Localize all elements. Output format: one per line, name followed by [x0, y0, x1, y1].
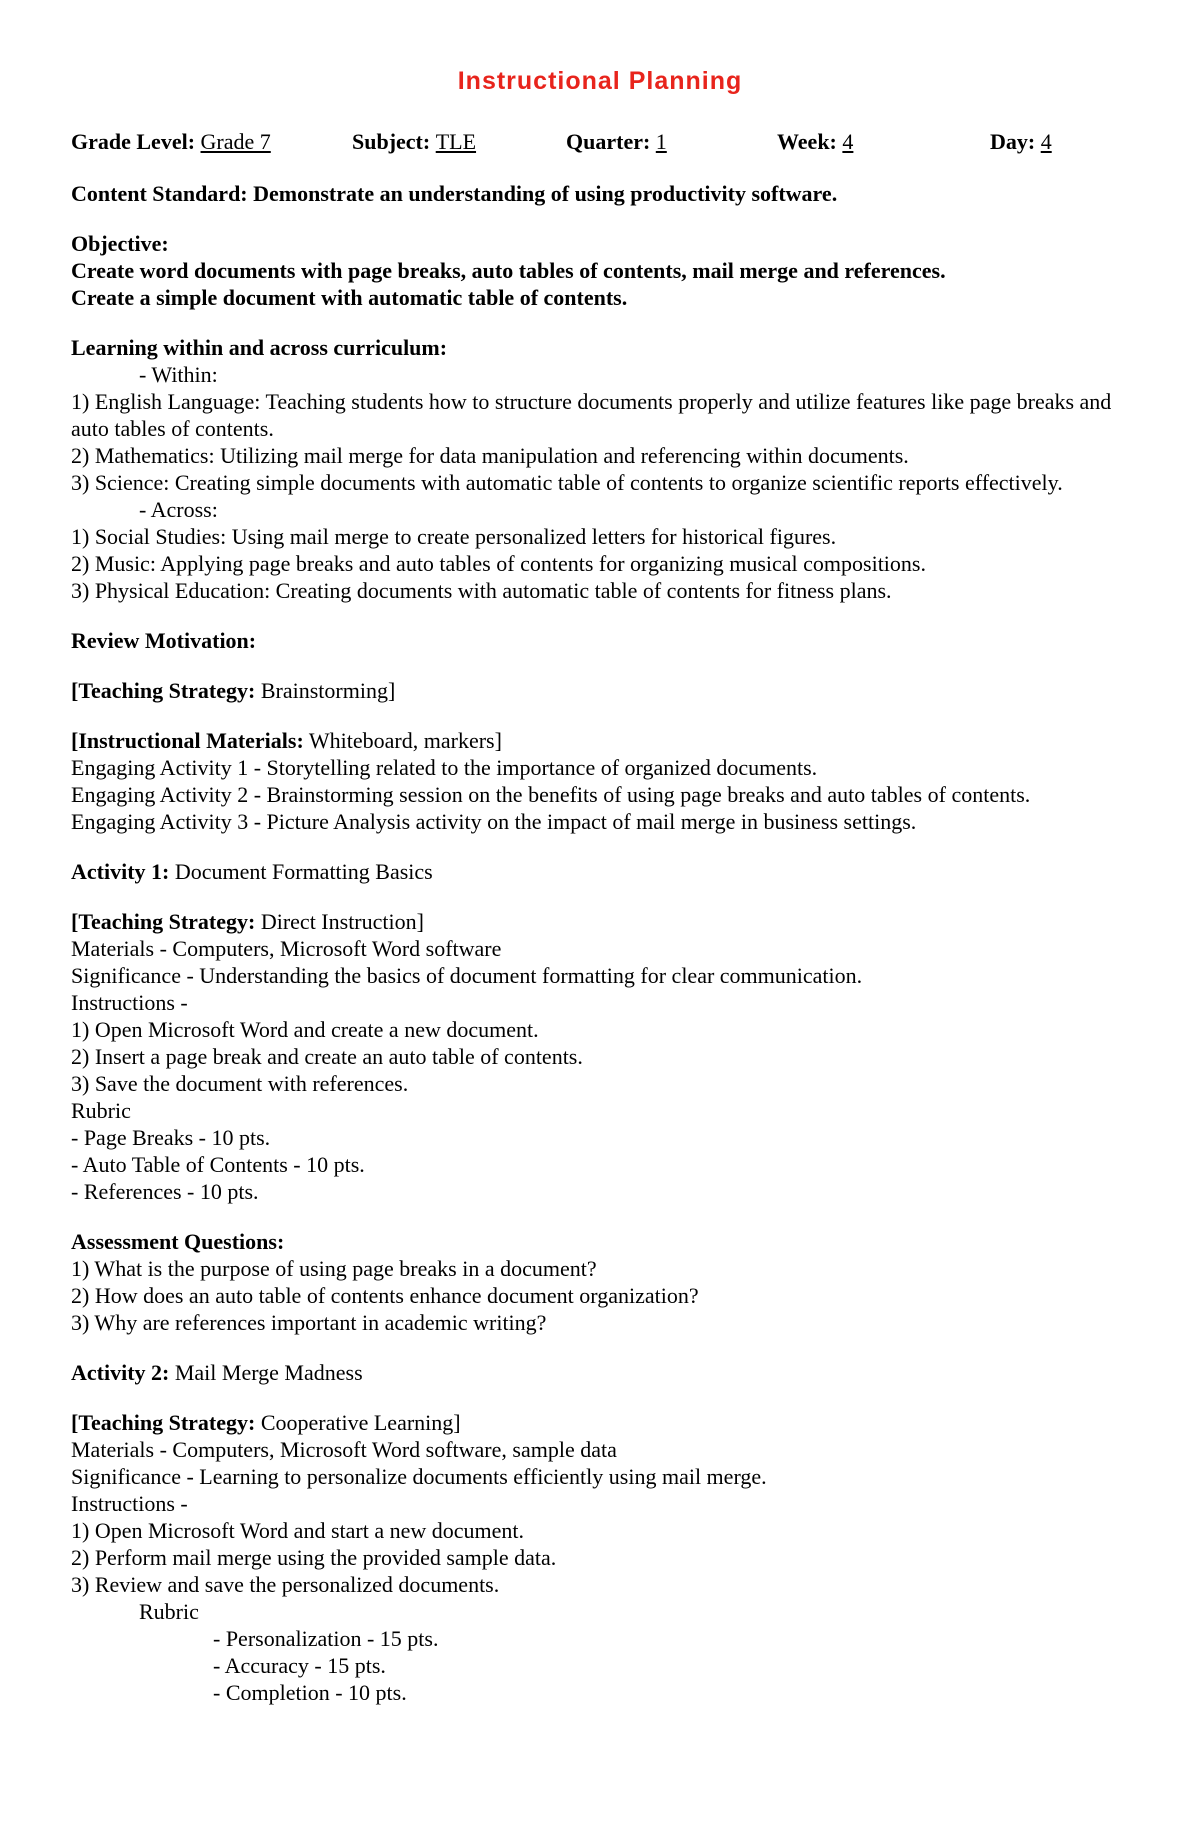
activity1-instruction: 1) Open Microsoft Word and create a new document. — [71, 1017, 539, 1042]
grade-level-value: Grade 7 — [200, 129, 271, 154]
activity1-instructions-label: Instructions - — [71, 990, 188, 1015]
subject-label: Subject: — [352, 129, 431, 154]
objective-line: Create a simple document with automatic table of contents. — [71, 285, 628, 310]
assessment-question: 1) What is the purpose of using page breaks in a document? — [71, 1256, 597, 1281]
content-standard — [71, 180, 1131, 207]
subject-value: TLE — [435, 129, 477, 154]
objective-heading: Objective: — [71, 231, 169, 256]
assessment-question: 2) How does an auto table of contents enhance document organization? — [71, 1283, 699, 1308]
across-item: 3) Physical Education: Creating documents with automatic table of contents for fitness plans. — [71, 578, 892, 603]
activity2-strategy-label: Teaching Strategy: — [78, 1410, 256, 1435]
week-field — [777, 128, 853, 155]
activity1-strategy-label: Teaching Strategy: — [78, 909, 256, 934]
review-strategy-label: Teaching Strategy: — [78, 678, 256, 703]
activity1-instruction: 3) Save the document with references. — [71, 1071, 409, 1096]
activity2-strategy-value: Cooperative Learning] — [260, 1410, 461, 1435]
quarter-label: Quarter: — [566, 129, 651, 154]
activity2-significance: Significance - Learning to personalize documents efficiently using mail merge. — [71, 1464, 767, 1489]
activity2-name: Mail Merge Madness — [174, 1360, 363, 1385]
activity1-heading — [71, 858, 1131, 885]
activity1-strategy: [Teaching Strategy: Direct Instruction] — [71, 909, 424, 934]
learning-heading: Learning within and across curriculum: — [71, 335, 448, 360]
assessment-heading: Assessment Questions: — [71, 1229, 285, 1254]
engaging-activity: Engaging Activity 1 - Storytelling related to the importance of organized documents. — [71, 755, 818, 780]
review-strategy: [Teaching Strategy: Brainstorming] — [71, 678, 396, 703]
activity2-instruction: 1) Open Microsoft Word and start a new document. — [71, 1518, 524, 1543]
within-item: 1) English Language: Teaching students how to structure documents properly and utilize features like page breaks and auto tables of contents. — [71, 389, 1112, 441]
activity2-rubric-item: - Personalization - 15 pts. — [213, 1626, 439, 1651]
activity2-rubric-label: Rubric — [139, 1599, 199, 1624]
quarter-value: 1 — [655, 129, 667, 154]
grade-level-field — [71, 128, 271, 155]
across-item: 1) Social Studies: Using mail merge to create personalized letters for historical figures. — [71, 524, 837, 549]
grade-level-label: Grade Level: — [71, 129, 196, 154]
review-motivation-heading: Review Motivation: — [71, 628, 257, 653]
activity2-rubric-item: - Accuracy - 15 pts. — [213, 1653, 386, 1678]
content-standard-label: Content Standard: — [71, 181, 248, 206]
activity2-instructions-label: Instructions - — [71, 1491, 188, 1516]
day-field — [990, 128, 1052, 155]
quarter-field — [566, 128, 667, 155]
day-value: 4 — [1040, 129, 1052, 154]
review-materials-label: Instructional Materials: — [78, 728, 304, 753]
activity1-rubric-item: - References - 10 pts. — [71, 1179, 259, 1204]
activity2-instruction: 3) Review and save the personalized documents. — [71, 1572, 500, 1597]
plan-content — [71, 180, 1131, 1706]
activity1-instruction: 2) Insert a page break and create an auto table of contents. — [71, 1044, 583, 1069]
review-materials-value: Whiteboard, markers] — [308, 728, 502, 753]
activity1-materials: Materials - Computers, Microsoft Word software — [71, 936, 502, 961]
objective-line: Create word documents with page breaks, auto tables of contents, mail merge and references. — [71, 258, 946, 283]
activity1-rubric-item: - Page Breaks - 10 pts. — [71, 1125, 271, 1150]
engaging-activity: Engaging Activity 2 - Brainstorming session on the benefits of using page breaks and auto tables of contents. — [71, 782, 1031, 807]
engaging-activity: Engaging Activity 3 - Picture Analysis activity on the impact of mail merge in business settings. — [71, 809, 917, 834]
activity1-rubric-item: - Auto Table of Contents - 10 pts. — [71, 1152, 365, 1177]
day-label: Day: — [990, 129, 1036, 154]
subject-field — [352, 128, 476, 155]
activity2-label: Activity 2: — [71, 1360, 170, 1385]
within-item: 3) Science: Creating simple documents with automatic table of contents to organize scientific reports effectively. — [71, 470, 1063, 495]
across-label: - Across: — [139, 497, 218, 522]
activity2-rubric-item: - Completion - 10 pts. — [213, 1680, 407, 1705]
week-value: 4 — [842, 129, 854, 154]
review-strategy-value: Brainstorming] — [260, 678, 396, 703]
review-materials: [Instructional Materials: Whiteboard, markers] — [71, 728, 502, 753]
assessment-question: 3) Why are references important in academic writing? — [71, 1310, 547, 1335]
activity1-rubric-label: Rubric — [71, 1098, 131, 1123]
across-item: 2) Music: Applying page breaks and auto tables of contents for organizing musical compositions. — [71, 551, 926, 576]
page-title: Instructional Planning — [457, 67, 743, 95]
activity2-materials: Materials - Computers, Microsoft Word software, sample data — [71, 1437, 617, 1462]
within-label: - Within: — [139, 362, 218, 387]
activity2-heading — [71, 1359, 1131, 1386]
activity2-instruction: 2) Perform mail merge using the provided sample data. — [71, 1545, 557, 1570]
activity1-significance: Significance - Understanding the basics of document formatting for clear communication. — [71, 963, 863, 988]
week-label: Week: — [777, 129, 837, 154]
within-item: 2) Mathematics: Utilizing mail merge for data manipulation and referencing within documents. — [71, 443, 909, 468]
activity1-label: Activity 1: — [71, 859, 170, 884]
content-standard-text: Demonstrate an understanding of using productivity software. — [253, 181, 838, 206]
activity2-strategy: [Teaching Strategy: Cooperative Learning] — [71, 1410, 461, 1435]
activity1-strategy-value: Direct Instruction] — [260, 909, 424, 934]
activity1-name: Document Formatting Basics — [174, 859, 433, 884]
